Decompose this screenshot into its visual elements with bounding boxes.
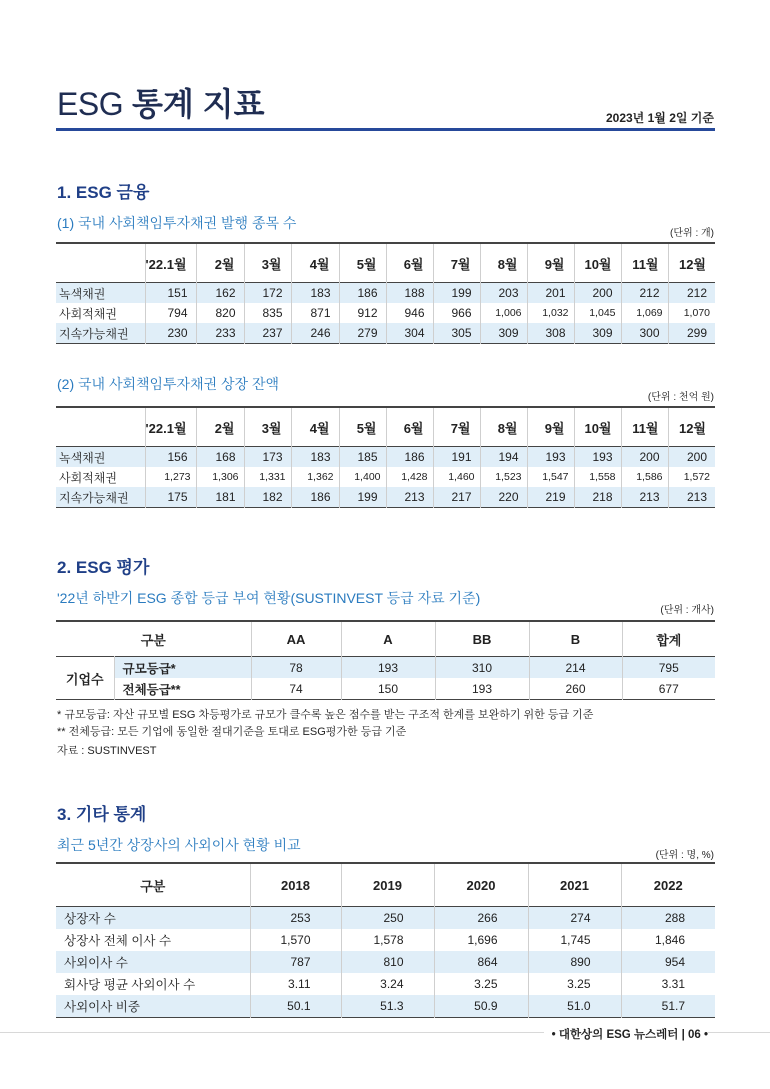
month-header: 9월	[527, 243, 574, 283]
month-header: 11월	[621, 243, 668, 283]
rating-subtitle-main: '22년 하반기 ESG 종합 등급 부여 현황	[57, 590, 291, 606]
table-cell: 186	[339, 283, 386, 304]
stats-subtitle: 최근 5년간 상장사의 사외이사 현황 비교	[57, 837, 301, 853]
table-cell: 260	[529, 678, 622, 700]
table-cell: 3.24	[341, 973, 434, 995]
col-header: 2018	[250, 863, 341, 907]
table-cell: 1,362	[291, 467, 339, 487]
table-cell: 151	[145, 283, 196, 304]
rating-subtitle	[57, 588, 480, 608]
table-row	[56, 678, 715, 700]
table-row	[56, 973, 715, 995]
note-scale-grade: * 규모등급: 자산 규모별 ESG 차등평가로 규모가 클수록 높은 점수를 받는 구조적 한계를 보완하기 위한 등급 기준	[57, 709, 594, 721]
table-row	[56, 447, 715, 468]
table-cell: 274	[528, 907, 621, 930]
table-cell: 305	[433, 323, 480, 344]
table-row	[56, 907, 715, 930]
col-header: BB	[435, 621, 529, 657]
table-cell: 835	[244, 303, 291, 323]
table-cell: 188	[386, 283, 433, 304]
table-cell: 3.31	[621, 973, 715, 995]
table-cell: 191	[433, 447, 480, 468]
table-cell: 246	[291, 323, 339, 344]
month-header: 3월	[244, 243, 291, 283]
table-cell: 182	[244, 487, 291, 508]
table-cell: 156	[145, 447, 196, 468]
table-cell: 214	[529, 657, 622, 679]
table-cell: 871	[291, 303, 339, 323]
table-cell: 310	[435, 657, 529, 679]
table-cell: 1,846	[621, 929, 715, 951]
table-cell: 1,745	[528, 929, 621, 951]
row-label: 사회적채권	[59, 470, 117, 485]
table-cell: 253	[250, 907, 341, 930]
month-header: 9월	[527, 407, 574, 447]
table-cell: 3.25	[528, 973, 621, 995]
table-row	[56, 323, 715, 344]
table-cell: 266	[434, 907, 528, 930]
table-cell: 150	[341, 678, 435, 700]
table-cell: 1,006	[480, 303, 527, 323]
table-cell: 213	[386, 487, 433, 508]
month-header: 6월	[386, 407, 433, 447]
col-header: 구분	[140, 878, 166, 894]
table-cell: 51.7	[621, 995, 715, 1018]
month-header: '22.1월	[145, 407, 196, 447]
table-cell: 50.9	[434, 995, 528, 1018]
month-header: 8월	[480, 407, 527, 447]
table1-subtitle: (1) 국내 사회책임투자채권 발행 종목 수	[57, 215, 297, 231]
table1-unit: (단위 : 개)	[670, 228, 714, 239]
row-label: 녹색채권	[56, 447, 145, 468]
col-header: 구분	[140, 632, 166, 648]
table-cell: 279	[339, 323, 386, 344]
table-cell: 193	[527, 447, 574, 468]
table-header-row	[56, 863, 715, 907]
table-cell: 1,586	[621, 467, 668, 487]
table-row	[56, 995, 715, 1018]
table-cell: 168	[196, 447, 244, 468]
col-header: 2022	[621, 863, 715, 907]
row-label: 사외이사 수	[56, 951, 250, 973]
table-cell: 1,032	[527, 303, 574, 323]
table-cell: 233	[196, 323, 244, 344]
row-label: 지속가능채권	[56, 323, 145, 344]
table-cell: 3.11	[250, 973, 341, 995]
table-cell: 1,696	[434, 929, 528, 951]
col-header: 2020	[434, 863, 528, 907]
rating-table	[56, 620, 715, 700]
month-header: 5월	[339, 407, 386, 447]
table-cell: 890	[528, 951, 621, 973]
table-row	[56, 303, 715, 323]
table-cell: 181	[196, 487, 244, 508]
col-header: 2019	[341, 863, 434, 907]
table2-subtitle: (2) 국내 사회책임투자채권 상장 잔액	[57, 376, 280, 392]
page-title	[57, 84, 265, 124]
table-cell: 193	[435, 678, 529, 700]
table-cell: 300	[621, 323, 668, 344]
row-label: 사외이사 비중	[56, 995, 250, 1018]
row-label: 녹색채권	[56, 283, 145, 304]
row-label: 규모등급*	[114, 657, 251, 679]
table-cell: 1,045	[574, 303, 621, 323]
table-cell: 194	[480, 447, 527, 468]
month-header: 10월	[574, 407, 621, 447]
table-cell: 201	[527, 283, 574, 304]
table-cell: 185	[339, 447, 386, 468]
table-cell: 1,558	[574, 467, 621, 487]
table-cell: 1,523	[480, 467, 527, 487]
table-cell: 217	[433, 487, 480, 508]
table-cell: 966	[433, 303, 480, 323]
table-cell: 795	[622, 657, 715, 679]
stats-unit: (단위 : 명, %)	[655, 850, 714, 861]
table-cell: 794	[145, 303, 196, 323]
table-cell: 74	[251, 678, 341, 700]
table-cell: 199	[433, 283, 480, 304]
month-header: 3월	[244, 407, 291, 447]
rating-unit: (단위 : 개사)	[660, 605, 714, 616]
group-label: 기업수	[65, 671, 104, 687]
table-cell: 186	[386, 447, 433, 468]
table-cell: 1,070	[668, 303, 715, 323]
row-label: 상장자 수	[56, 907, 250, 930]
month-header: 12월	[668, 407, 715, 447]
table-cell: 220	[480, 487, 527, 508]
table-cell: 200	[574, 283, 621, 304]
month-header: 8월	[480, 243, 527, 283]
table-cell: 820	[196, 303, 244, 323]
table-cell: 1,069	[621, 303, 668, 323]
date-stamp: 2023년 1월 2일 기준	[605, 111, 714, 125]
table-cell: 946	[386, 303, 433, 323]
table-cell: 912	[339, 303, 386, 323]
table-cell: 3.25	[434, 973, 528, 995]
table-cell: 186	[291, 487, 339, 508]
footer-label: • 대한상의 ESG 뉴스레터 | 06 •	[544, 1026, 708, 1042]
row-label: 전체등급**	[114, 678, 251, 700]
table-header-row	[56, 407, 715, 447]
header-blank	[56, 407, 145, 447]
table-cell: 175	[145, 487, 196, 508]
director-stats-table	[56, 862, 715, 1018]
table-cell: 183	[291, 283, 339, 304]
table-cell: 172	[244, 283, 291, 304]
month-header: 6월	[386, 243, 433, 283]
table-cell: 677	[622, 678, 715, 700]
table2-unit: (단위 : 천억 원)	[647, 392, 714, 403]
table-cell: 810	[341, 951, 434, 973]
table-cell: 1,428	[386, 467, 433, 487]
table-cell: 212	[668, 283, 715, 304]
page-title-prefix: ESG	[57, 86, 124, 122]
table-cell: 213	[621, 487, 668, 508]
table-cell: 50.1	[250, 995, 341, 1018]
title-divider	[56, 128, 715, 131]
month-header: 12월	[668, 243, 715, 283]
table-cell: 51.0	[528, 995, 621, 1018]
table-cell: 787	[250, 951, 341, 973]
table-cell: 299	[668, 323, 715, 344]
table-cell: 173	[244, 447, 291, 468]
table-cell: 309	[574, 323, 621, 344]
table-header-row	[56, 621, 715, 657]
source-note: 자료 : SUSTINVEST	[57, 745, 157, 757]
table-cell: 200	[668, 447, 715, 468]
table-cell: 162	[196, 283, 244, 304]
table-cell: 1,331	[244, 467, 291, 487]
month-header: 2월	[196, 407, 244, 447]
table-cell: 304	[386, 323, 433, 344]
rating-subtitle-paren: (SUSTINVEST 등급 자료 기준)	[290, 590, 481, 606]
month-header: 2월	[196, 243, 244, 283]
table-cell: 199	[339, 487, 386, 508]
month-header: 7월	[433, 243, 480, 283]
table-cell: 864	[434, 951, 528, 973]
table-cell: 250	[341, 907, 434, 930]
table-cell: 219	[527, 487, 574, 508]
row-label: 상장사 전체 이사 수	[64, 934, 172, 948]
table-row	[56, 467, 715, 487]
table-cell: 200	[621, 447, 668, 468]
table-cell: 51.3	[341, 995, 434, 1018]
table-cell: 1,547	[527, 467, 574, 487]
table-row	[56, 951, 715, 973]
table-cell: 954	[621, 951, 715, 973]
table-cell: 183	[291, 447, 339, 468]
table-row	[56, 657, 715, 679]
row-label: 사회적채권	[59, 306, 117, 321]
table-cell: 1,306	[196, 467, 244, 487]
month-header: 4월	[291, 407, 339, 447]
table-cell: 1,572	[668, 467, 715, 487]
month-header: 11월	[621, 407, 668, 447]
table-cell: 213	[668, 487, 715, 508]
col-header: AA	[251, 621, 341, 657]
row-label: 지속가능채권	[56, 487, 145, 508]
col-header: A	[341, 621, 435, 657]
table-cell: 1,273	[145, 467, 196, 487]
table-cell: 1,460	[433, 467, 480, 487]
table-row	[56, 283, 715, 304]
month-header: 4월	[291, 243, 339, 283]
month-header: '22.1월	[145, 243, 196, 283]
table-cell: 230	[145, 323, 196, 344]
section1-title: 1. ESG 금융	[57, 183, 150, 202]
table-row	[56, 929, 715, 951]
section3-title: 3. 기타 통계	[57, 805, 147, 824]
table2-listing-balance	[56, 406, 715, 508]
table-cell: 237	[244, 323, 291, 344]
table-cell: 1,578	[341, 929, 434, 951]
table-cell: 193	[341, 657, 435, 679]
table-cell: 308	[527, 323, 574, 344]
header-blank	[56, 243, 145, 283]
section2-title: 2. ESG 평가	[57, 558, 150, 577]
col-header: 2021	[528, 863, 621, 907]
col-header: B	[529, 621, 622, 657]
table-cell: 203	[480, 283, 527, 304]
table1-issuance-count	[56, 242, 715, 344]
month-header: 7월	[433, 407, 480, 447]
table-cell: 288	[621, 907, 715, 930]
col-header: 합계	[622, 621, 715, 657]
row-label: 회사당 평균 사외이사 수	[64, 978, 196, 992]
table-row	[56, 487, 715, 508]
table-cell: 1,400	[339, 467, 386, 487]
table-cell: 1,570	[250, 929, 341, 951]
table-cell: 218	[574, 487, 621, 508]
table-cell: 212	[621, 283, 668, 304]
note-overall-grade: ** 전체등급: 모든 기업에 동일한 절대기준을 토대로 ESG평가한 등급 기준	[57, 726, 407, 738]
month-header: 5월	[339, 243, 386, 283]
table-header-row	[56, 243, 715, 283]
page-title-main: 통계 지표	[131, 86, 265, 122]
table-cell: 193	[574, 447, 621, 468]
month-header: 10월	[574, 243, 621, 283]
table-cell: 78	[251, 657, 341, 679]
table-cell: 309	[480, 323, 527, 344]
